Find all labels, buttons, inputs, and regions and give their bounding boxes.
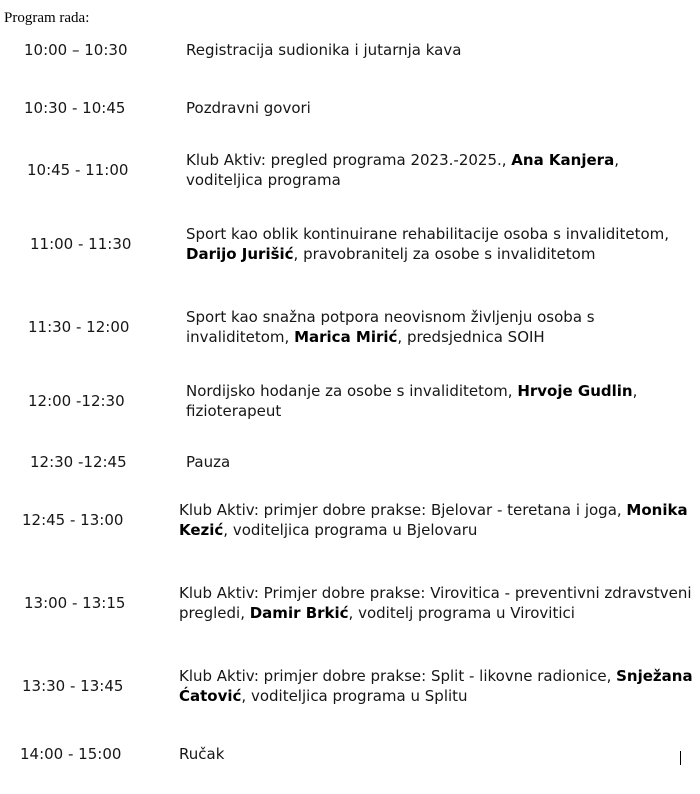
session-description: [179, 583, 694, 623]
description-text: Sport kao snažna potpora neovisnom življenju osoba s invaliditetom,: [186, 308, 595, 346]
schedule-row: [0, 563, 700, 643]
description-text: , voditelj programa u Virovitici: [348, 604, 575, 622]
session-description: [186, 40, 694, 60]
time-slot: 10:30 - 10:45: [24, 99, 126, 117]
time-slot: 11:00 - 11:30: [30, 235, 132, 253]
description-text: Klub Aktiv: primjer dobre prakse: Split - likovne radionice,: [179, 667, 617, 685]
description-text: , voditeljica programa u Splitu: [241, 687, 468, 705]
speaker-name: Marica Mirić: [294, 328, 398, 346]
description-text: , fizioterapeut: [186, 382, 638, 420]
description-text: Pauza: [186, 453, 231, 471]
schedule-row: [0, 130, 700, 210]
schedule-row: [0, 204, 700, 284]
schedule-row: [0, 714, 700, 794]
description-text: Sport kao oblik kontinuirane rehabilitacije osoba s invaliditetom,: [186, 225, 670, 243]
schedule-row: [0, 480, 700, 560]
time-slot: 12:30 -12:45: [30, 453, 127, 471]
description-text: , voditeljica programa u Bjelovaru: [223, 521, 478, 539]
speaker-name: Damir Brkić: [249, 604, 349, 622]
time-slot: 10:00 – 10:30: [24, 41, 128, 59]
text-cursor: [680, 751, 681, 765]
time-slot: 11:30 - 12:00: [28, 318, 130, 336]
session-description: [186, 307, 694, 347]
speaker-name: Ana Kanjera: [511, 151, 615, 169]
description-text: Klub Aktiv: Primjer dobre prakse: Virovitica - preventivni zdravstveni pregledi,: [179, 584, 692, 622]
session-description: [186, 98, 694, 118]
time-slot: 12:45 - 13:00: [22, 511, 124, 529]
description-text: Pozdravni govori: [186, 99, 311, 117]
speaker-name: Monika Kezić: [179, 501, 688, 539]
time-slot: 14:00 - 15:00: [20, 745, 122, 763]
session-description: [186, 452, 694, 472]
description-text: Klub Aktiv: pregled programa 2023.-2025.,: [186, 151, 512, 169]
time-slot: 12:00 -12:30: [28, 392, 125, 410]
time-slot: 10:45 - 11:00: [27, 161, 129, 179]
description-text: Klub Aktiv: primjer dobre prakse: Bjelovar - teretana i joga,: [179, 501, 627, 519]
session-description: [186, 224, 694, 264]
description-text: , pravobranitelj za osobe s invaliditetom: [293, 245, 596, 263]
speaker-name: Hrvoje Gudlin: [517, 382, 633, 400]
session-description: [186, 150, 694, 190]
description-text: Registracija sudionika i jutarnja kava: [186, 41, 462, 59]
program-heading: Program rada:: [4, 10, 90, 26]
schedule-row: [0, 287, 700, 367]
session-description: [186, 381, 694, 421]
time-slot: 13:30 - 13:45: [22, 677, 124, 695]
description-text: , voditeljica programa: [186, 151, 619, 189]
session-description: [179, 500, 694, 540]
session-description: [179, 744, 694, 764]
speaker-name: Snježana Ćatović: [179, 667, 693, 705]
description-text: , predsjednica SOIH: [397, 328, 545, 346]
description-text: Nordijsko hodanje za osobe s invaliditetom,: [186, 382, 518, 400]
session-description: [179, 666, 694, 706]
speaker-name: Darijo Jurišić: [186, 245, 294, 263]
time-slot: 13:00 - 13:15: [24, 594, 126, 612]
description-text: Ručak: [179, 745, 225, 763]
